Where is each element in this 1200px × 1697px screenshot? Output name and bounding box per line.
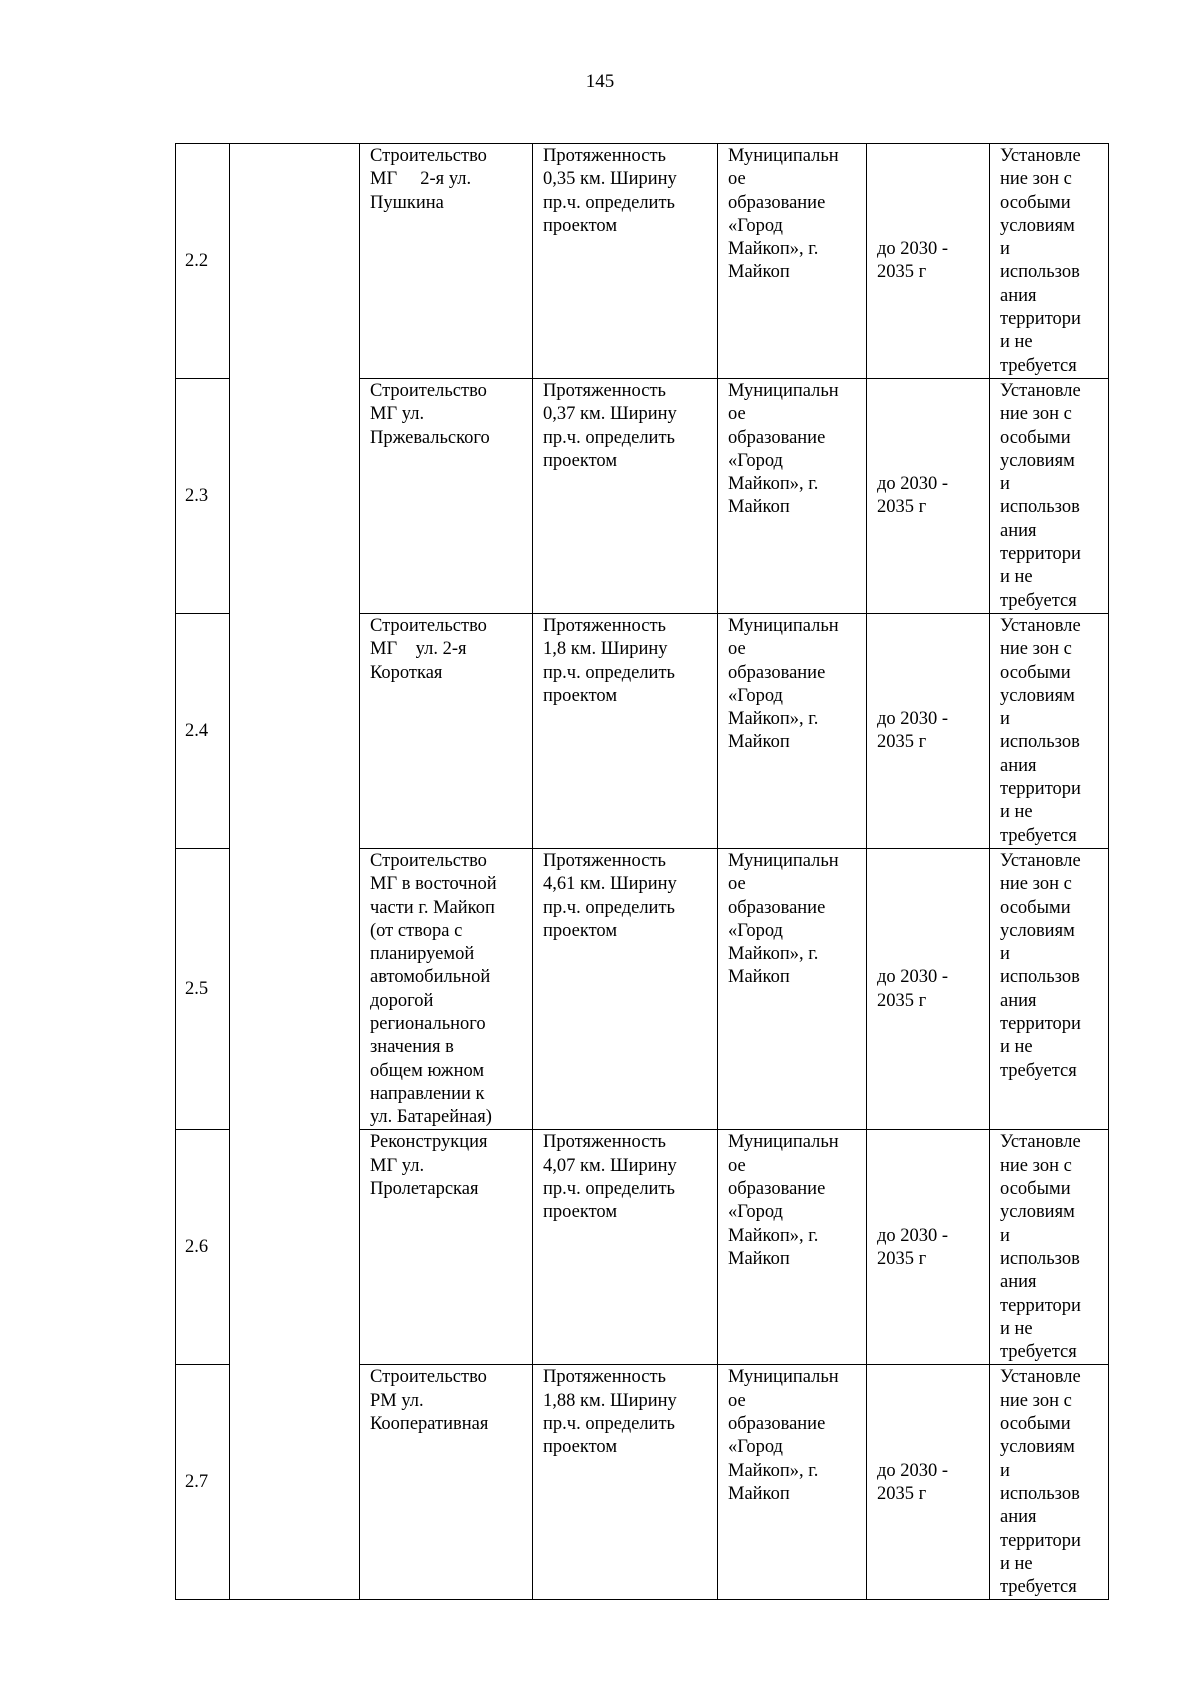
cell-text-line: до 2030 - [877,709,949,730]
object-cell [360,1365,533,1600]
cell-text-line: 4,07 км. Ширину [543,1155,677,1176]
cell-text-line: территори [1000,1530,1081,1551]
cell-text-line: ое [728,169,746,190]
cell-text-line: Протяженность [543,1132,666,1153]
cell-text-line: пр.ч. определить [543,897,675,918]
object-cell [360,144,533,379]
cell-text-line: особыми [1000,427,1071,448]
cell-text-line: территори [1000,1295,1081,1316]
cell-text-line: ние зон с [1000,169,1072,190]
zones-cell [990,144,1109,379]
cell-text-line: Строительство [370,380,487,401]
cell-text-line: Реконструкция [370,1132,488,1153]
cell-text-line: требуется [1000,1060,1077,1081]
cell-text-line: Майкоп [728,262,790,283]
cell-text-line: ания [1000,755,1037,776]
cell-text-line: «Город [728,450,783,471]
period-cell [867,1365,990,1600]
cell-text-line: до 2030 - [877,474,949,495]
cell-text-line: Майкоп [728,1248,790,1269]
cell-text-line: до 2030 - [877,967,949,988]
cell-text-line: 0,35 км. Ширину [543,169,677,190]
cell-text-line: ул. Батарейная) [370,1107,492,1128]
cell-text-line: территори [1000,544,1081,565]
cell-text-line: пр.ч. определить [543,662,675,683]
cell-text-line: требуется [1000,1577,1077,1598]
cell-text-line: условиям [1000,1437,1075,1458]
cell-text-line: и [1000,1460,1010,1481]
table-row [176,144,1109,379]
cell-text-line: пр.ч. определить [543,427,675,448]
cell-text-line: и не [1000,567,1033,588]
cell-text-line: ние зон с [1000,639,1072,660]
cell-text-line: ое [728,1155,746,1176]
cell-text-line: МГ ул. [370,1155,425,1176]
characteristics-cell [533,378,718,613]
cell-text-line: Протяженность [543,850,666,871]
group-cell [230,144,360,1600]
cell-text-line: пр.ч. определить [543,192,675,213]
cell-text-line: использов [1000,1483,1080,1504]
cell-text-line: и не [1000,1318,1033,1339]
cell-text-line: Установле [1000,1132,1081,1153]
cell-text-line: Строительство [370,146,487,166]
cell-text-line: образование [728,192,826,213]
cell-text-line: 1,88 км. Ширину [543,1390,677,1411]
cell-text-line: МГ ул. 2-я [370,639,467,660]
cell-text-line: образование [728,427,826,448]
cell-text-line: Муниципальн [728,146,839,166]
cell-text-line: МГ 2-я ул. [370,169,472,190]
cell-text-line: ое [728,1390,746,1411]
cell-text-line: до 2030 - [877,239,949,260]
cell-text-line: Майкоп [728,967,790,988]
cell-text-line: особыми [1000,897,1071,918]
cell-text-line: Пржевальского [370,427,490,448]
row-number: 2.6 [176,1130,230,1365]
cell-text-line: образование [728,662,826,683]
cell-text-line: ания [1000,285,1037,306]
cell-text-line: дорогой [370,990,434,1011]
table-body [176,144,1109,1600]
cell-text-line: Майкоп [728,1483,790,1504]
cell-text-line: Протяженность [543,380,666,401]
object-cell [360,848,533,1130]
period-cell [867,613,990,848]
cell-text-line: условиям [1000,685,1075,706]
cell-text-line: проектом [543,450,618,471]
cell-text-line: ние зон с [1000,1390,1072,1411]
cell-text-line: (от створа с [370,920,463,941]
cell-text-line: проектом [543,685,618,706]
cell-text-line: 1,8 км. Ширину [543,639,668,660]
zones-cell [990,848,1109,1130]
cell-text-line: «Город [728,1437,783,1458]
cell-text-line: 2035 г [877,1248,927,1269]
cell-text-line: особыми [1000,1179,1071,1200]
zones-cell [990,1365,1109,1600]
cell-text-line: Пролетарская [370,1179,479,1200]
object-cell [360,1130,533,1365]
cell-text-line: ания [1000,1507,1037,1528]
cell-text-line: Протяженность [543,146,666,166]
cell-text-line: Строительство [370,1367,487,1388]
cell-text-line: МГ ул. [370,404,425,425]
cell-text-line: использов [1000,1248,1080,1269]
cell-text-line: Установле [1000,850,1081,871]
location-cell [718,1130,867,1365]
cell-text-line: пр.ч. определить [543,1179,675,1200]
cell-text-line: Муниципальн [728,380,839,401]
cell-text-line: территори [1000,779,1081,800]
cell-text-line: Майкоп», г. [728,1225,819,1246]
cell-text-line: Майкоп [728,497,790,518]
zones-cell [990,378,1109,613]
planning-table [175,143,1109,1600]
cell-text-line: части г. Майкоп [370,897,495,918]
cell-text-line: 2035 г [877,497,927,518]
cell-text-line: ое [728,874,746,895]
cell-text-line: использов [1000,262,1080,283]
cell-text-line: и [1000,474,1010,495]
cell-text-line: и [1000,709,1010,730]
cell-text-line: образование [728,1414,826,1435]
cell-text-line: ние зон с [1000,874,1072,895]
cell-text-line: использов [1000,967,1080,988]
cell-text-line: 2035 г [877,990,927,1011]
cell-text-line: Майкоп», г. [728,239,819,260]
cell-text-line: 2035 г [877,1483,927,1504]
cell-text-line: общем южном [370,1060,485,1081]
cell-text-line: требуется [1000,590,1077,611]
object-cell [360,613,533,848]
period-cell [867,144,990,379]
cell-text-line: и [1000,1225,1010,1246]
cell-text-line: ние зон с [1000,1155,1072,1176]
cell-text-line: Пушкина [370,192,444,213]
cell-text-line: 2035 г [877,262,927,283]
characteristics-cell [533,1130,718,1365]
cell-text-line: 0,37 км. Ширину [543,404,677,425]
cell-text-line: Кооперативная [370,1414,489,1435]
cell-text-line: «Город [728,215,783,236]
cell-text-line: Муниципальн [728,850,839,871]
cell-text-line: особыми [1000,1414,1071,1435]
cell-text-line: и не [1000,1553,1033,1574]
cell-text-line: «Город [728,920,783,941]
cell-text-line: Протяженность [543,615,666,636]
location-cell [718,613,867,848]
cell-text-line: проектом [543,1437,618,1458]
zones-cell [990,1130,1109,1365]
row-number: 2.2 [176,144,230,379]
row-number: 2.4 [176,613,230,848]
cell-text-line: до 2030 - [877,1225,949,1246]
cell-text-line: значения в [370,1037,454,1058]
characteristics-cell [533,613,718,848]
period-cell [867,1130,990,1365]
cell-text-line: Строительство [370,615,487,636]
cell-text-line: ние зон с [1000,404,1072,425]
cell-text-line: Протяженность [543,1367,666,1388]
cell-text-line: использов [1000,497,1080,518]
cell-text-line: РМ ул. [370,1390,424,1411]
cell-text-line: и не [1000,1037,1033,1058]
cell-text-line: 2035 г [877,732,927,753]
cell-text-line: образование [728,897,826,918]
cell-text-line: и [1000,239,1010,260]
cell-text-line: Строительство [370,850,487,871]
period-cell [867,848,990,1130]
cell-text-line: Установле [1000,380,1081,401]
cell-text-line: «Город [728,685,783,706]
cell-text-line: требуется [1000,355,1077,376]
cell-text-line: Муниципальн [728,1132,839,1153]
object-cell [360,378,533,613]
cell-text-line: и не [1000,802,1033,823]
row-number: 2.3 [176,378,230,613]
cell-text-line: ания [1000,520,1037,541]
cell-text-line: территори [1000,1013,1081,1034]
cell-text-line: Установле [1000,615,1081,636]
cell-text-line: Короткая [370,662,443,683]
cell-text-line: планируемой [370,944,475,965]
location-cell [718,848,867,1130]
cell-text-line: условиям [1000,215,1075,236]
cell-text-line: ое [728,639,746,660]
characteristics-cell [533,1365,718,1600]
zones-cell [990,613,1109,848]
cell-text-line: Майкоп», г. [728,944,819,965]
cell-text-line: условиям [1000,450,1075,471]
cell-text-line: ания [1000,990,1037,1011]
cell-text-line: МГ в восточной [370,874,497,895]
characteristics-cell [533,848,718,1130]
location-cell [718,144,867,379]
cell-text-line: территори [1000,309,1081,330]
cell-text-line: Майкоп [728,732,790,753]
period-cell [867,378,990,613]
cell-text-line: регионального [370,1013,486,1034]
page-number: 145 [585,71,615,92]
cell-text-line: особыми [1000,662,1071,683]
cell-text-line: особыми [1000,192,1071,213]
cell-text-line: 4,61 км. Ширину [543,874,677,895]
location-cell [718,1365,867,1600]
cell-text-line: направлении к [370,1083,485,1104]
row-number: 2.7 [176,1365,230,1600]
cell-text-line: и [1000,944,1010,965]
cell-text-line: и не [1000,332,1033,353]
cell-text-line: до 2030 - [877,1460,949,1481]
cell-text-line: проектом [543,920,618,941]
cell-text-line: ое [728,404,746,425]
cell-text-line: требуется [1000,1342,1077,1363]
cell-text-line: автомобильной [370,967,491,988]
cell-text-line: образование [728,1179,826,1200]
cell-text-line: использов [1000,732,1080,753]
cell-text-line: «Город [728,1202,783,1223]
cell-text-line: условиям [1000,920,1075,941]
characteristics-cell [533,144,718,379]
cell-text-line: пр.ч. определить [543,1414,675,1435]
cell-text-line: проектом [543,1202,618,1223]
cell-text-line: Установле [1000,146,1081,166]
location-cell [718,378,867,613]
cell-text-line: Майкоп», г. [728,1460,819,1481]
cell-text-line: Майкоп», г. [728,709,819,730]
cell-text-line: проектом [543,215,618,236]
row-number: 2.5 [176,848,230,1130]
cell-text-line: ания [1000,1272,1037,1293]
cell-text-line: Установле [1000,1367,1081,1388]
cell-text-line: условиям [1000,1202,1075,1223]
cell-text-line: Муниципальн [728,1367,839,1388]
cell-text-line: Майкоп», г. [728,474,819,495]
cell-text-line: Муниципальн [728,615,839,636]
cell-text-line: требуется [1000,825,1077,846]
